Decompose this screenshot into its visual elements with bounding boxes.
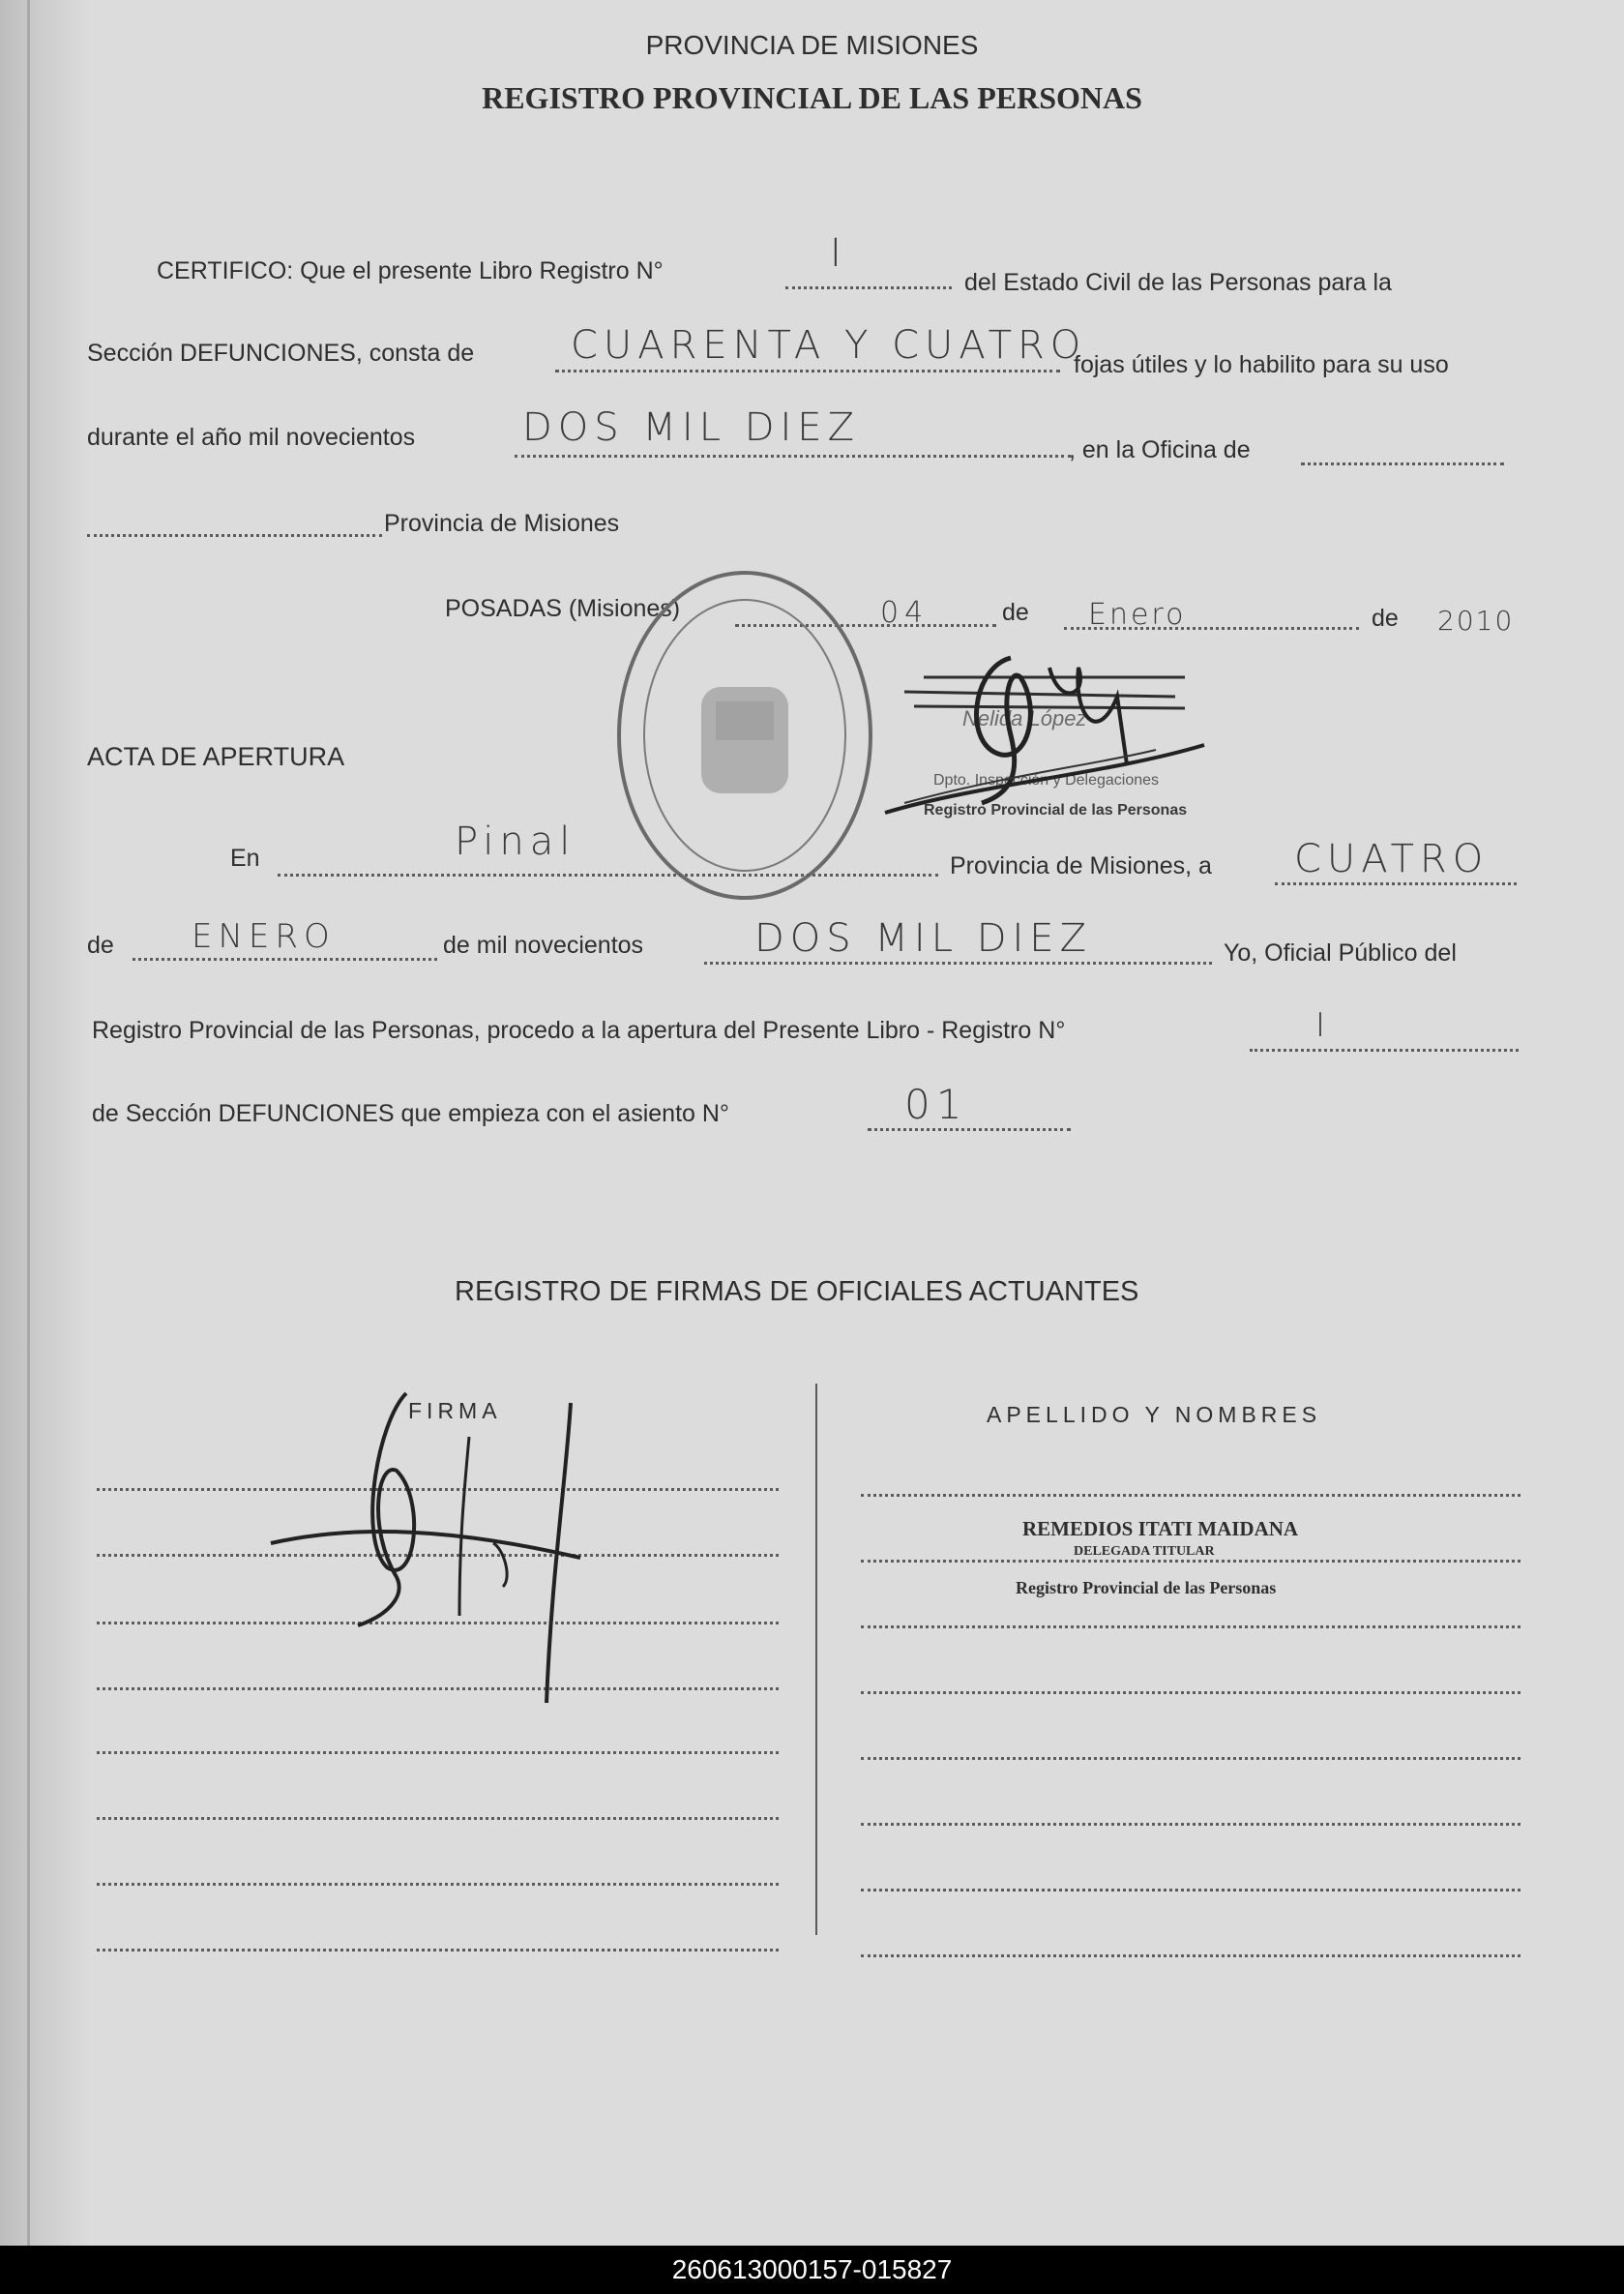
official-name-stamp: REMEDIOS ITATI MAIDANA [1022, 1517, 1299, 1540]
acta-entry-number: 01 [904, 1081, 968, 1128]
firma-line-7 [97, 1883, 779, 1886]
nombres-line-5 [861, 1757, 1521, 1760]
acta-title: ACTA DE APERTURA [87, 742, 345, 771]
cert-line4-text: Provincia de Misiones [384, 510, 620, 537]
acta-oficial-text: Yo, Oficial Público del [1224, 939, 1457, 967]
acta-month-field-line [133, 958, 437, 961]
firma-line-6 [97, 1817, 779, 1820]
firma-column-header: FIRMA [408, 1398, 502, 1423]
acta-year-field-line [704, 962, 1212, 965]
signature-upper [866, 639, 1214, 832]
registry-heading: REGISTRO PROVINCIAL DE LAS PERSONAS [482, 80, 1142, 115]
official-org-stamp: Registro Provincial de las Personas [1016, 1578, 1277, 1597]
official-role-stamp: DELEGADA TITULAR [1074, 1544, 1215, 1559]
firma-line-8 [97, 1949, 779, 1951]
cert-year-handwritten: DOS MIL DIEZ [522, 405, 860, 450]
cert-folios-handwritten: CUARENTA Y CUATRO [571, 323, 1087, 368]
acta-place-handwritten: Pinal [455, 819, 576, 864]
cert-folios-field-line [555, 370, 1060, 372]
signer-stamp-org: Registro Provincial de las Personas [924, 802, 1188, 819]
cert-place: POSADAS (Misiones) [445, 595, 681, 622]
signer-stamp-name: Nelida López [962, 706, 1087, 730]
cert-office-field-line [1301, 462, 1504, 465]
acta-province-text: Provincia de Misiones, a [950, 852, 1212, 879]
acta-book-field-line [1250, 1049, 1519, 1052]
nombres-line-6 [861, 1823, 1521, 1826]
cert-line2-text: Sección DEFUNCIONES, consta de [87, 340, 475, 367]
cert-line3-text: durante el año mil novecientos [87, 424, 416, 451]
province-heading: PROVINCIA DE MISIONES [645, 30, 979, 60]
acta-place-field-line [278, 874, 938, 877]
page-binding-edge [0, 0, 92, 2246]
column-divider [815, 1384, 817, 1935]
cert-office-field-line-2 [87, 534, 382, 537]
acta-day-handwritten: CUATRO [1294, 837, 1490, 881]
cert-de-1: de [1002, 599, 1029, 626]
cert-day: 04 [880, 596, 930, 630]
nombres-line-4 [861, 1691, 1521, 1694]
nombres-column-header: APELLIDO Y NOMBRES [987, 1402, 1322, 1427]
cert-book-number: I [830, 231, 847, 276]
nombres-line-8 [861, 1954, 1521, 1957]
acta-year-handwritten: DOS MIL DIEZ [754, 916, 1092, 961]
page-fold-line [27, 0, 30, 2246]
acta-line3-text: Registro Provincial de las Personas, procedo a la apertura del Presente Libro - Registro N° [92, 1017, 1066, 1044]
signer-stamp-dept: Dpto. Inspección y Delegaciones [933, 772, 1160, 789]
acta-entry-field-line [868, 1128, 1071, 1131]
acta-de-label: de [87, 932, 114, 959]
cert-line3-text-b: , en la Oficina de [1069, 436, 1251, 463]
cert-year: 2010 [1437, 605, 1515, 637]
acta-line4-text: de Sección DEFUNCIONES que empieza con el asiento N° [92, 1100, 729, 1127]
signatures-title: REGISTRO DE FIRMAS DE OFICIALES ACTUANTES [455, 1276, 1139, 1307]
cert-de-2: de [1372, 605, 1399, 632]
acta-year-label: de mil novecientos [443, 932, 644, 959]
firma-line-5 [97, 1751, 779, 1754]
signature-lower [261, 1384, 609, 1713]
image-identifier: 260613000157-015827 [0, 2246, 1624, 2294]
nombres-line-1 [861, 1494, 1521, 1497]
acta-book-number: I [1315, 1006, 1332, 1045]
acta-day-field-line [1275, 882, 1517, 885]
cert-month: Enero [1088, 598, 1187, 632]
acta-month-handwritten: ENERO [192, 917, 336, 956]
cert-line1-text-b: del Estado Civil de las Personas para la [964, 269, 1392, 296]
cert-line1-text: CERTIFICO: Que el presente Libro Registro N° [157, 257, 664, 284]
cert-line2-text-b: fojas útiles y lo habilito para su uso [1074, 351, 1449, 378]
cert-book-field-line [785, 286, 952, 289]
official-seal-stamp [609, 561, 880, 909]
cert-year-field-line [515, 455, 1071, 458]
nombres-line-3 [861, 1625, 1521, 1628]
nombres-line-7 [861, 1889, 1521, 1892]
acta-en-label: En [230, 845, 260, 872]
